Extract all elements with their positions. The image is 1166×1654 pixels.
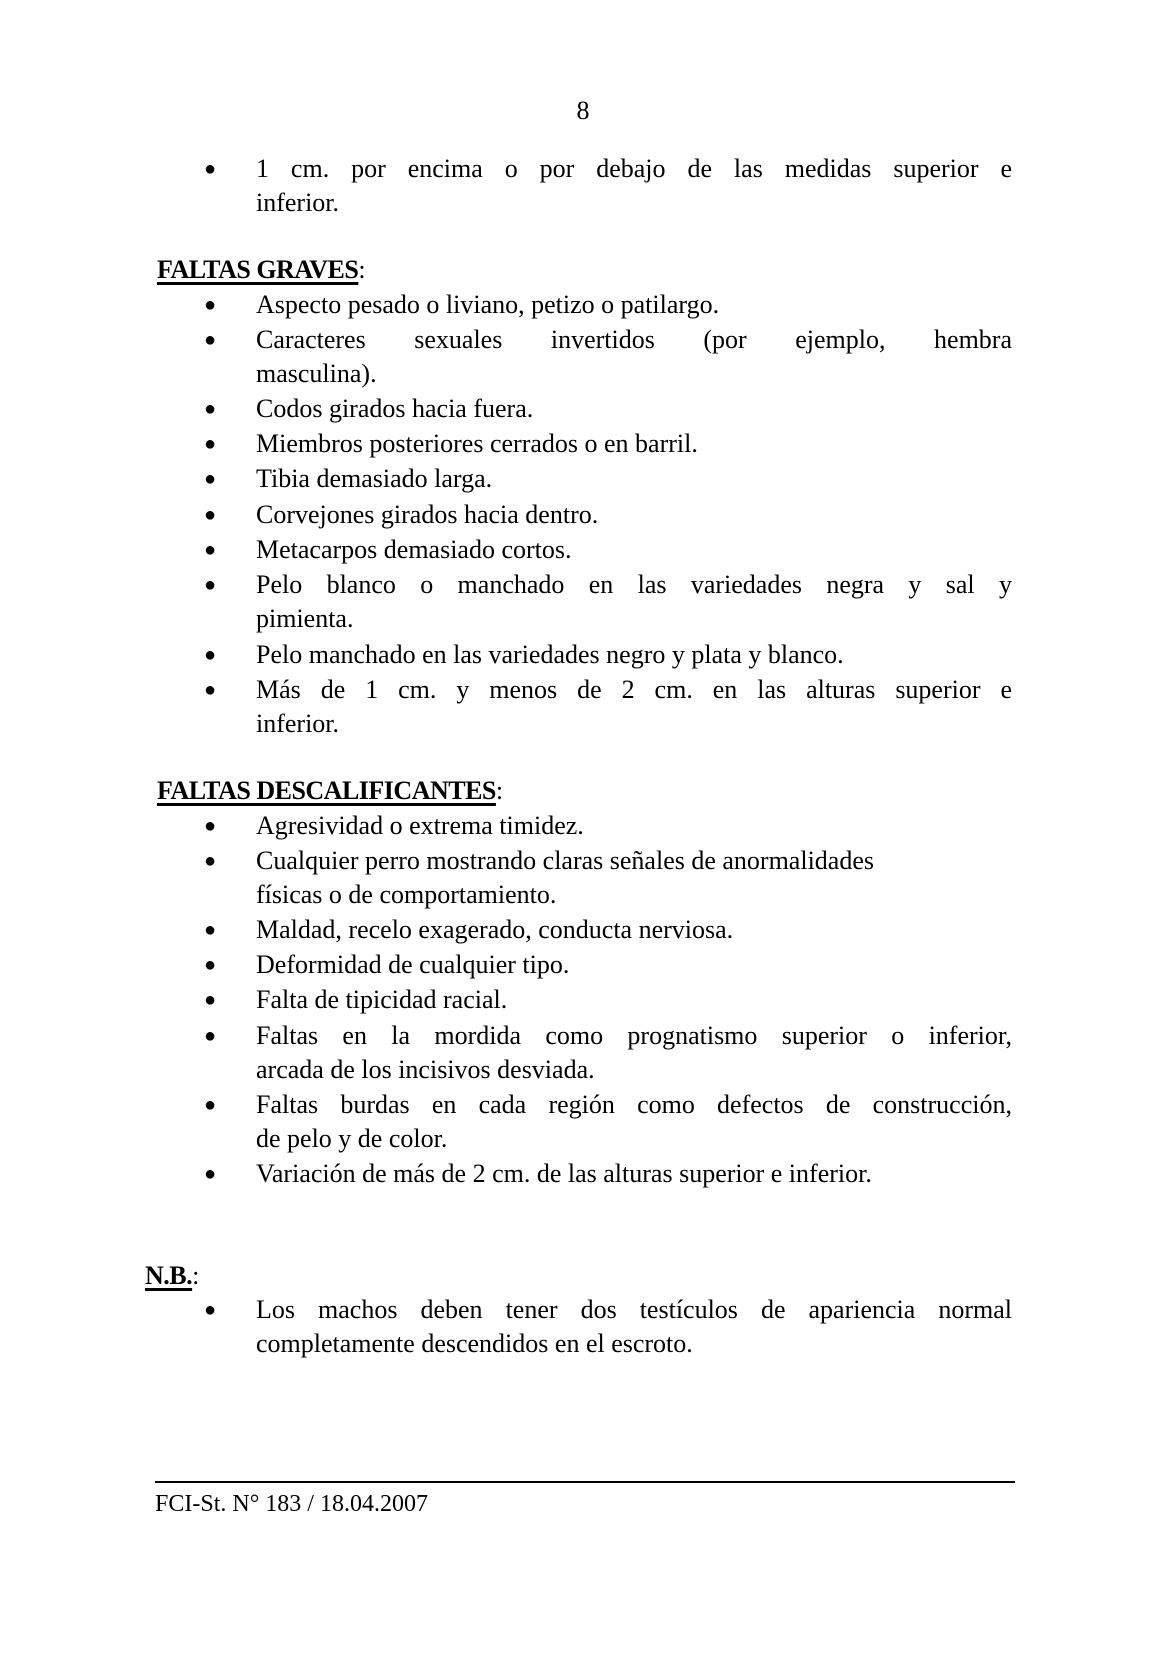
bullet-icon: ● <box>204 329 217 351</box>
list-item: Agresividad o extrema timidez. <box>256 811 584 840</box>
list-item: Los machos deben tener dos testículos de apariencia normal <box>256 1295 1012 1324</box>
heading-colon: : <box>495 776 503 805</box>
bullet-icon: ● <box>204 539 217 561</box>
list-item-continuation: masculina). <box>256 359 377 388</box>
bullet-icon: ● <box>204 158 217 180</box>
section-heading-faltas-graves <box>157 255 365 285</box>
bullet-icon: ● <box>204 294 217 316</box>
list-item: Cualquier perro mostrando claras señales de anormalidades <box>256 846 874 875</box>
bullet-icon: ● <box>204 679 217 701</box>
list-item: Falta de tipicidad racial. <box>256 985 508 1014</box>
bullet-icon: ● <box>204 850 217 872</box>
list-item: Metacarpos demasiado cortos. <box>256 535 572 564</box>
list-item: Faltas en la mordida como prognatismo superior o inferior, <box>256 1021 1012 1050</box>
list-item-continuation: físicas o de comportamiento. <box>256 880 557 909</box>
list-item: Pelo manchado en las variedades negro y plata y blanco. <box>256 640 844 669</box>
list-item: Deformidad de cualquier tipo. <box>256 950 570 979</box>
list-item: Miembros posteriores cerrados o en barril. <box>256 429 698 458</box>
heading-text: N.B. <box>145 1261 193 1290</box>
bullet-icon: ● <box>204 504 217 526</box>
list-item: Tibia demasiado larga. <box>256 464 493 493</box>
section-heading-faltas-descalificantes <box>157 776 503 806</box>
bullet-icon: ● <box>204 468 217 490</box>
list-item: Corvejones girados hacia dentro. <box>256 500 599 529</box>
heading-colon: : <box>358 255 366 284</box>
list-item-continuation: pimienta. <box>256 604 354 633</box>
heading-text: FALTAS GRAVES <box>157 255 359 284</box>
list-item-continuation: inferior. <box>256 709 340 738</box>
list-item-continuation: completamente descendidos en el escroto. <box>256 1329 693 1358</box>
list-item: Variación de más de 2 cm. de las alturas superior e inferior. <box>256 1159 872 1188</box>
footer-standard-reference: FCI-St. N° 183 / 18.04.2007 <box>155 1491 428 1517</box>
bullet-icon: ● <box>204 815 217 837</box>
bullet-icon: ● <box>204 398 217 420</box>
bullet-icon: ● <box>204 919 217 941</box>
list-item-line: inferior. <box>256 188 340 217</box>
bullet-icon: ● <box>204 1094 217 1116</box>
list-item: Faltas burdas en cada región como defectos de construcción, <box>256 1090 1012 1119</box>
bullet-icon: ● <box>204 574 217 596</box>
bullet-icon: ● <box>204 644 217 666</box>
bullet-icon: ● <box>204 989 217 1011</box>
bullet-icon: ● <box>204 954 217 976</box>
list-item-continuation: arcada de los incisivos desviada. <box>256 1055 595 1084</box>
bullet-icon: ● <box>204 1299 217 1321</box>
section-heading-nb <box>145 1261 199 1291</box>
page-number: 8 <box>576 96 590 125</box>
list-item-continuation: de pelo y de color. <box>256 1124 448 1153</box>
list-item-line: 1 cm. por encima o por debajo de las medidas superior e <box>256 154 1012 183</box>
list-item: Caracteres sexuales invertidos (por ejemplo, hembra <box>256 325 1012 354</box>
list-item: Pelo blanco o manchado en las variedades negra y sal y <box>256 570 1012 599</box>
bullet-icon: ● <box>204 433 217 455</box>
list-item: Aspecto pesado o liviano, petizo o patilargo. <box>256 290 720 319</box>
bullet-icon: ● <box>204 1163 217 1185</box>
bullet-icon: ● <box>204 1025 217 1047</box>
heading-text: FALTAS DESCALIFICANTES <box>157 776 496 805</box>
heading-colon: : <box>192 1261 199 1290</box>
list-item: Codos girados hacia fuera. <box>256 394 534 423</box>
list-item: Más de 1 cm. y menos de 2 cm. en las alturas superior e <box>256 675 1012 704</box>
list-item: Maldad, recelo exagerado, conducta nerviosa. <box>256 915 734 944</box>
footer-divider <box>155 1481 1015 1483</box>
